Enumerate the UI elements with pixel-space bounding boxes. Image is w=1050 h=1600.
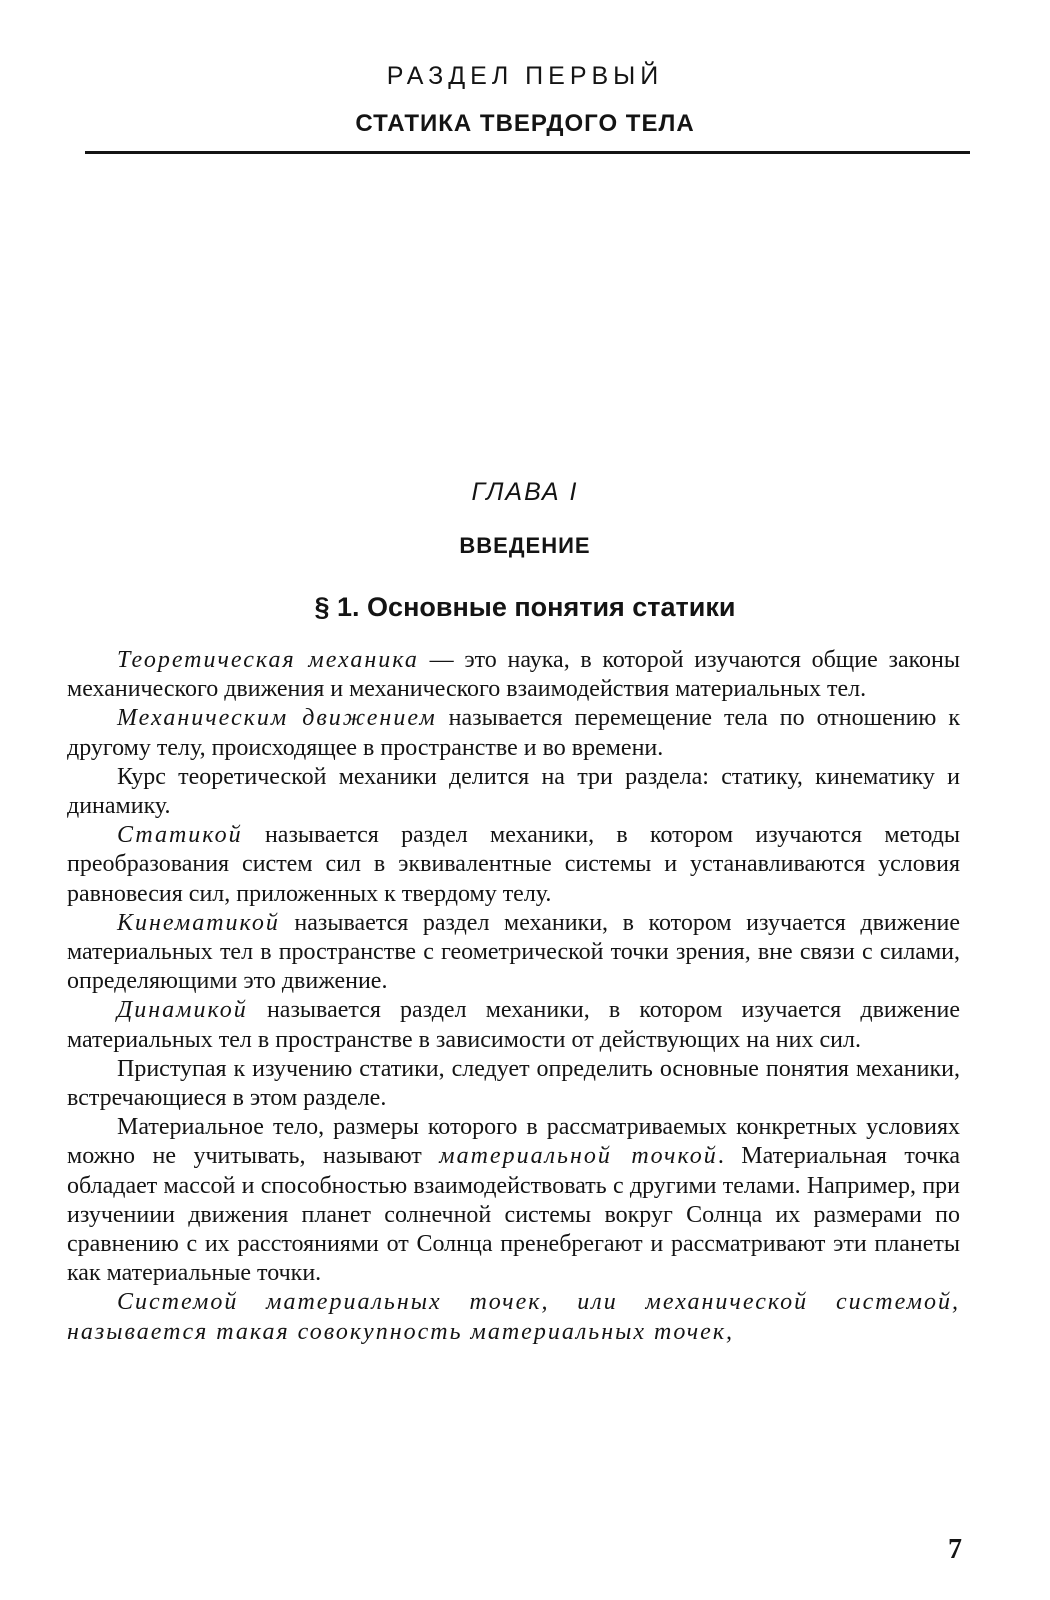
paragraph-text: . Материальная точка обладает массой и способностью взаимодействовать с другими телами. Например, при изучениии движения планет солнечной системы вокруг Солнца их размерами по сравнению с их расстояниями от Солнца пренебрегают и рассматривают эти планеты как материальные точки. (67, 1143, 960, 1287)
chapter-label: ГЛАВА I (471, 478, 579, 506)
part-title: СТАТИКА ТВЕРДОГО ТЕЛА (355, 110, 695, 137)
paragraph-text: Курс теоретической механики делится на три раздела: статику, кинематику и динамику. (67, 763, 960, 820)
paragraph-1 (67, 646, 960, 704)
paragraph-text: Приступая к изучению статики, следует определить основные понятия механики, встречающиеся в этом разделе. (67, 1055, 960, 1112)
chapter-title: ВВЕДЕНИЕ (459, 533, 591, 558)
header-rule (85, 151, 970, 154)
paragraph-text: — это наука, в которой изучаются общие законы механического движения и механического взаимодействия материальных тел. (67, 647, 961, 703)
paragraph-9 (67, 1288, 960, 1346)
paragraph-text: называется раздел механики, в котором изучаются методы преобразования систем сил в эквивалентные системы и устанавливаются условия равновесия сил, приложенных к твердому телу. (67, 822, 960, 907)
term: Динамикой (117, 997, 248, 1024)
part-label: РАЗДЕЛ ПЕРВЫЙ (386, 62, 664, 90)
paragraph-text: Материальное тело, размеры которого в рассматриваемых конкретных условиях можно не учитывать, называют (67, 1114, 960, 1170)
paragraph-6 (67, 996, 960, 1054)
paragraph-text: называется раздел механики, в котором изучается движение материальных тел в пространстве в зависимости от действующих на них сил. (67, 997, 960, 1053)
body-text (67, 646, 960, 1347)
paragraph-8 (67, 1113, 960, 1288)
definition-text: Системой материальных точек, или механической системой, называется такая совокупность материальных точек, (67, 1289, 960, 1345)
section-title: § 1. Основные понятия статики (314, 592, 736, 622)
term: Теоретическая механика (117, 647, 419, 673)
term: Кинематикой (117, 909, 280, 936)
term: Статикой (117, 822, 243, 849)
paragraph-4 (67, 821, 960, 909)
paragraph-2 (67, 704, 960, 762)
paragraph-text: называется перемещение тела по отношению к другому телу, происходящее в пространстве и во времени. (67, 705, 960, 761)
term: материальной точкой (439, 1143, 718, 1170)
paragraph-5 (67, 909, 960, 997)
term: Механическим движением (117, 705, 437, 732)
page-number: 7 (948, 1534, 962, 1565)
paragraph-text: называется раздел механики, в котором изучается движение материальных тел в пространстве с геометрической точки зрения, вне связи с силами, определяющими это движение. (67, 909, 960, 995)
paragraph-7 (67, 1055, 960, 1113)
paragraph-3 (67, 763, 960, 821)
